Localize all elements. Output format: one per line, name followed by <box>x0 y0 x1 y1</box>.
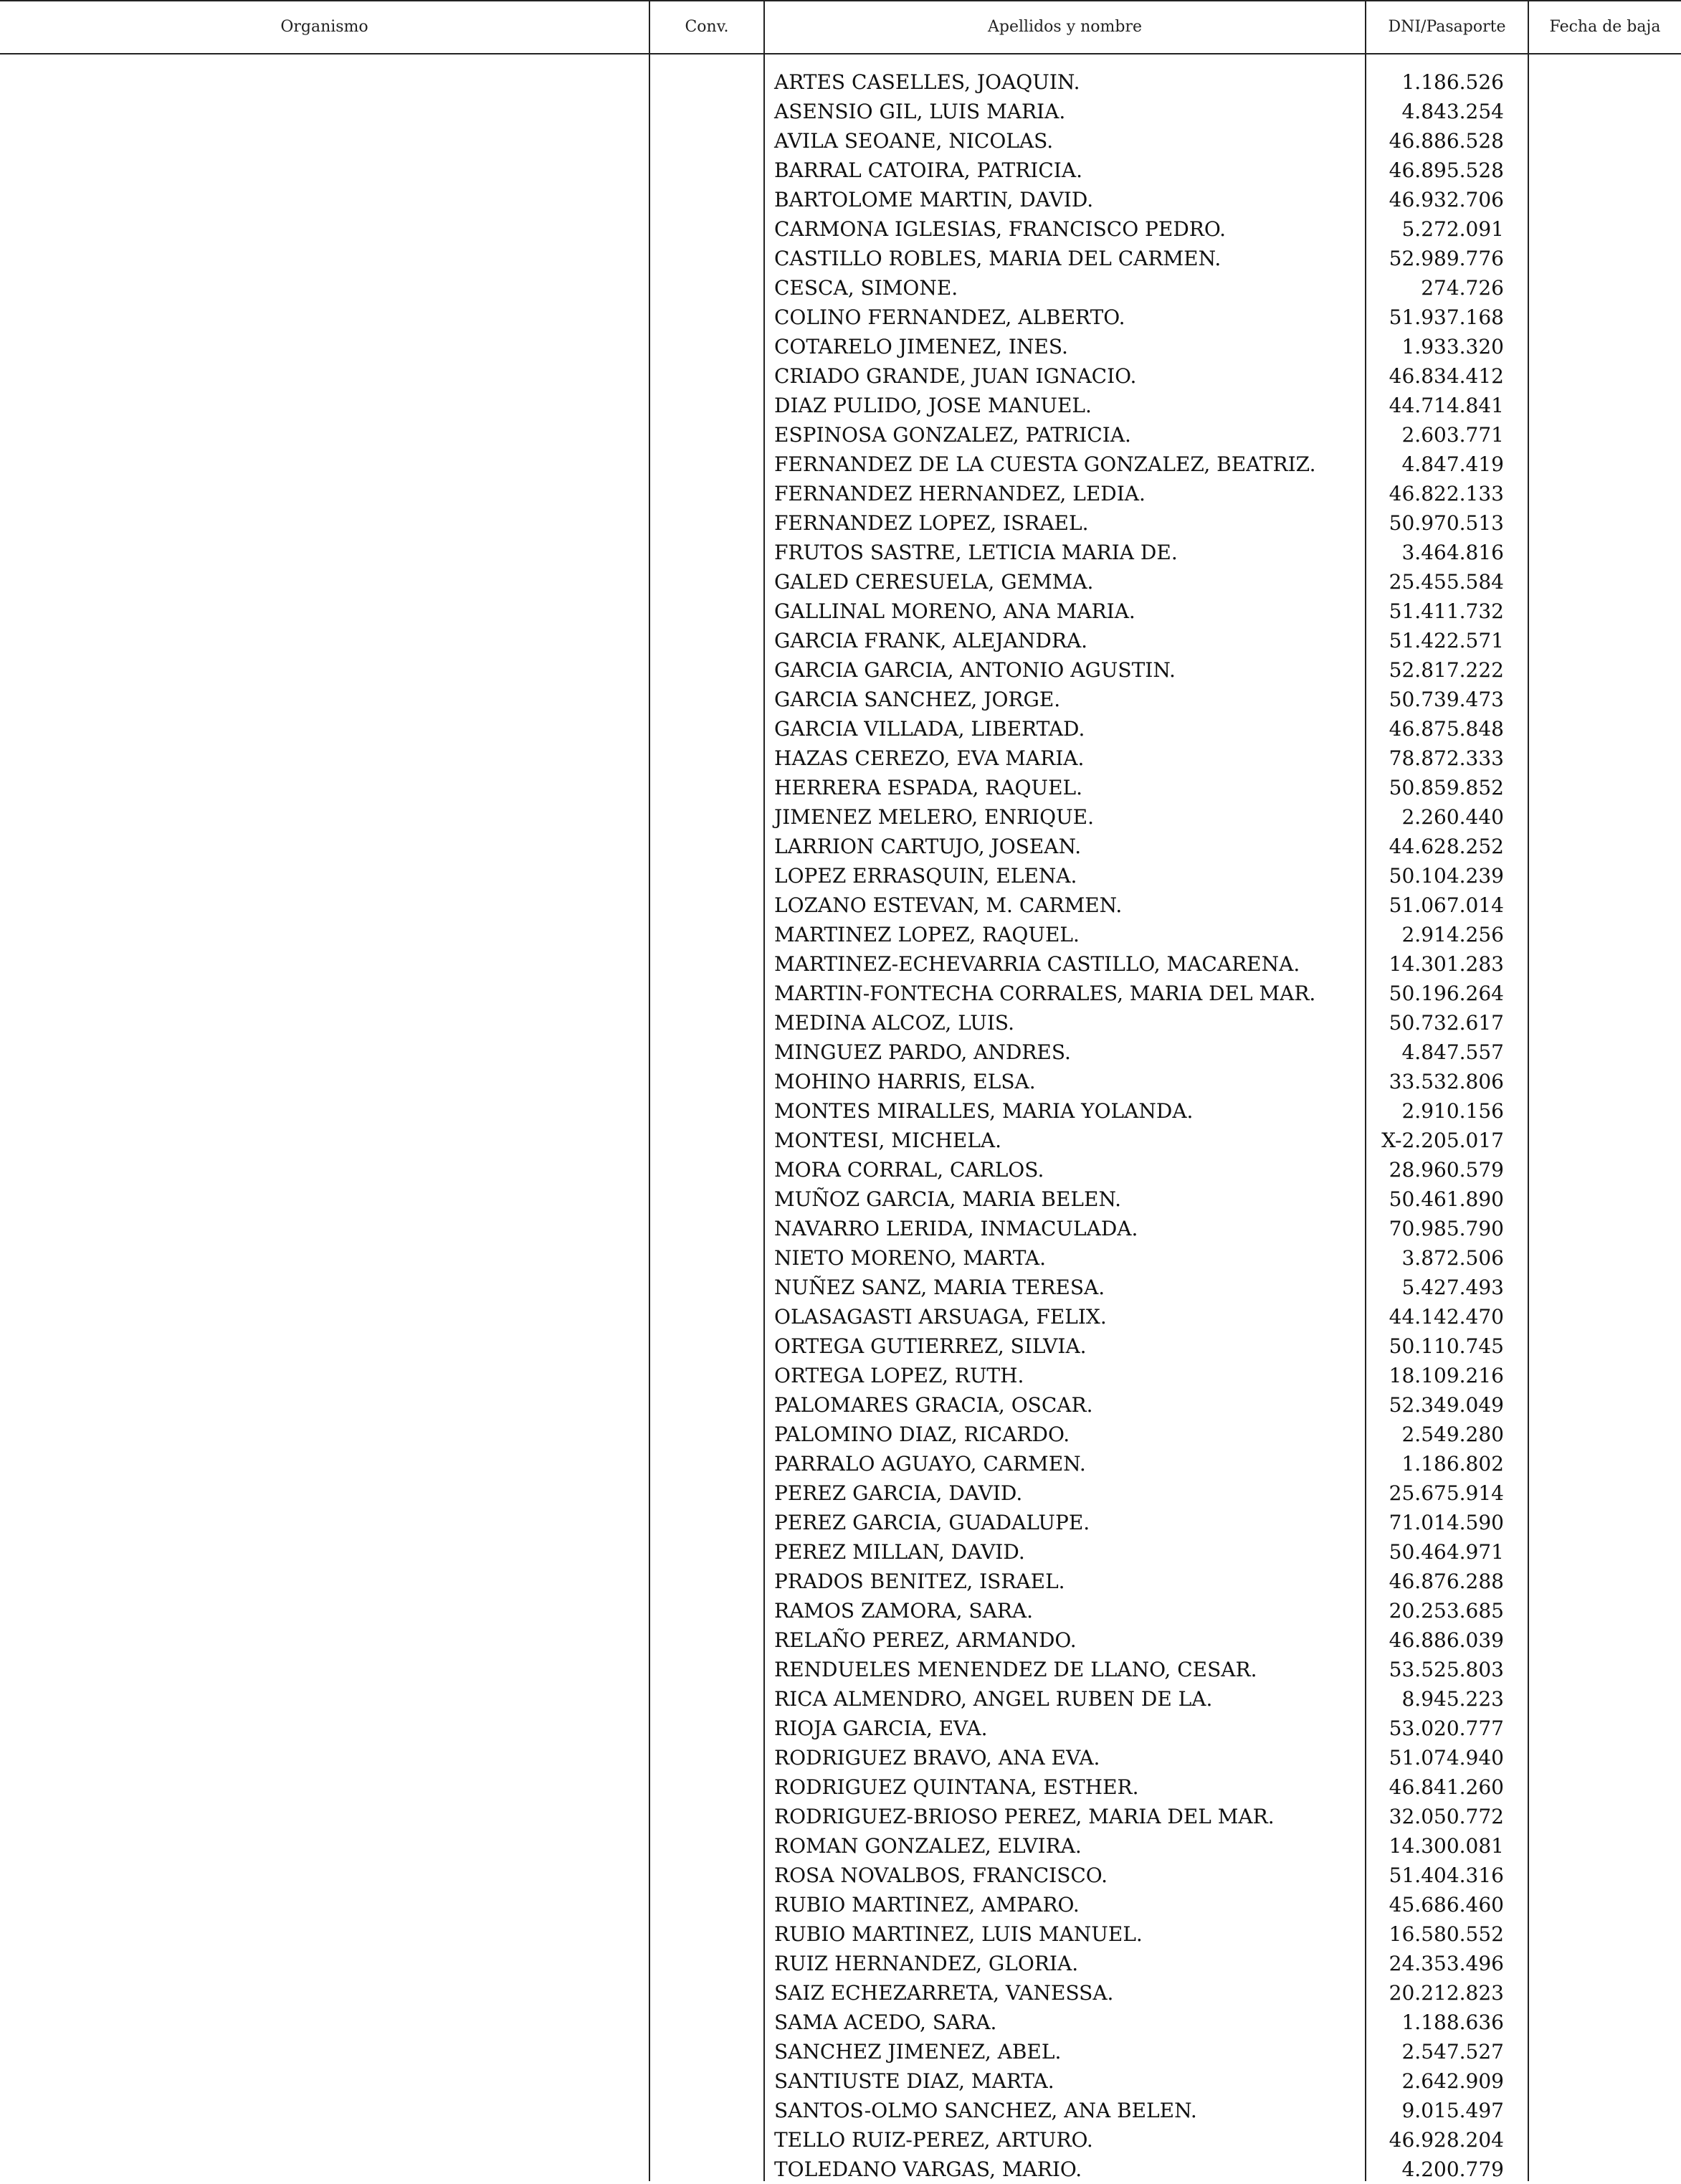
person-name: PEREZ GARCIA, DAVID. <box>774 1481 1023 1505</box>
person-name: ASENSIO GIL, LUIS MARIA. <box>774 100 1066 123</box>
table-row <box>0 655 1681 685</box>
person-dni: 51.404.316 <box>1389 1863 1504 1887</box>
table-row <box>0 1625 1681 1655</box>
person-dni: 51.074.940 <box>1389 1746 1504 1770</box>
table-row <box>0 1096 1681 1126</box>
person-dni: 50.739.473 <box>1389 688 1504 711</box>
table-row <box>0 156 1681 185</box>
person-dni: 52.349.049 <box>1389 1393 1504 1417</box>
table-row <box>0 1067 1681 1096</box>
person-name: BARRAL CATOIRA, PATRICIA. <box>774 158 1082 182</box>
table-row <box>0 685 1681 714</box>
person-dni: 46.932.706 <box>1389 188 1504 212</box>
table-row <box>0 1331 1681 1361</box>
person-dni: 46.841.260 <box>1389 1775 1504 1799</box>
table-row <box>0 67 1681 97</box>
person-name: FERNANDEZ LOPEZ, ISRAEL. <box>774 511 1089 535</box>
person-name: LOPEZ ERRASQUIN, ELENA. <box>774 864 1077 888</box>
person-dni: 51.411.732 <box>1389 599 1504 623</box>
person-name: RODRIGUEZ-BRIOSO PEREZ, MARIA DEL MAR. <box>774 1805 1275 1828</box>
table-row <box>0 1214 1681 1243</box>
person-dni: 46.895.528 <box>1389 158 1504 182</box>
header-apellidos-nombre: Apellidos y nombre <box>987 17 1143 36</box>
person-dni: 2.603.771 <box>1401 423 1504 447</box>
person-dni: 28.960.579 <box>1389 1158 1504 1182</box>
table-row <box>0 273 1681 303</box>
person-dni: 46.834.412 <box>1389 364 1504 388</box>
person-dni: 44.142.470 <box>1389 1305 1504 1329</box>
person-dni: X-2.205.017 <box>1381 1129 1504 1152</box>
table-row <box>0 332 1681 361</box>
person-dni: 24.353.496 <box>1389 1952 1504 1975</box>
person-dni: 1.188.636 <box>1401 2010 1504 2034</box>
person-dni: 32.050.772 <box>1389 1805 1504 1828</box>
person-dni: 50.196.264 <box>1389 982 1504 1005</box>
person-dni: 51.937.168 <box>1389 305 1504 329</box>
person-dni: 45.686.460 <box>1389 1893 1504 1917</box>
person-name: MARTINEZ LOPEZ, RAQUEL. <box>774 923 1080 946</box>
person-name: HERRERA ESPADA, RAQUEL. <box>774 776 1083 799</box>
person-name: SAMA ACEDO, SARA. <box>774 2010 997 2034</box>
person-dni: 51.422.571 <box>1389 629 1504 652</box>
person-name: TELLO RUIZ-PEREZ, ARTURO. <box>774 2128 1093 2152</box>
person-dni: 50.732.617 <box>1389 1011 1504 1035</box>
person-name: RUBIO MARTINEZ, LUIS MANUEL. <box>774 1922 1143 1946</box>
person-name: CESCA, SIMONE. <box>774 276 958 300</box>
person-name: MARTINEZ-ECHEVARRIA CASTILLO, MACARENA. <box>774 952 1300 976</box>
table-row <box>0 832 1681 861</box>
table-row <box>0 2096 1681 2125</box>
person-name: NAVARRO LERIDA, INMACULADA. <box>774 1217 1138 1240</box>
person-dni: 25.455.584 <box>1389 570 1504 594</box>
table-row <box>0 2008 1681 2037</box>
table-row <box>0 597 1681 626</box>
table-row <box>0 361 1681 391</box>
person-name: COTARELO JIMENEZ, INES. <box>774 335 1068 359</box>
table-row <box>0 1919 1681 1949</box>
table-row <box>0 1420 1681 1449</box>
person-dni: 71.014.590 <box>1389 1511 1504 1534</box>
person-dni: 50.859.852 <box>1389 776 1504 799</box>
person-name: MUÑOZ GARCIA, MARIA BELEN. <box>774 1187 1122 1211</box>
person-name: LOZANO ESTEVAN, M. CARMEN. <box>774 893 1123 917</box>
person-name: PRADOS BENITEZ, ISRAEL. <box>774 1570 1065 1593</box>
person-name: HAZAS CEREZO, EVA MARIA. <box>774 746 1085 770</box>
table-row <box>0 1714 1681 1743</box>
person-dni: 2.914.256 <box>1401 923 1504 946</box>
table-row <box>0 185 1681 214</box>
person-name: TOLEDANO VARGAS, MARIO. <box>774 2157 1082 2181</box>
person-dni: 20.253.685 <box>1389 1599 1504 1623</box>
person-name: FERNANDEZ DE LA CUESTA GONZALEZ, BEATRIZ. <box>774 452 1316 476</box>
person-dni: 50.104.239 <box>1389 864 1504 888</box>
table-row <box>0 479 1681 508</box>
table-row <box>0 1567 1681 1596</box>
person-name: FRUTOS SASTRE, LETICIA MARIA DE. <box>774 541 1178 564</box>
person-dni: 25.675.914 <box>1389 1481 1504 1505</box>
table-row <box>0 802 1681 832</box>
person-name: JIMENEZ MELERO, ENRIQUE. <box>774 805 1095 829</box>
table-row <box>0 1802 1681 1831</box>
table-row <box>0 1184 1681 1214</box>
table-row <box>0 1302 1681 1331</box>
table-row <box>0 1273 1681 1302</box>
person-dni: 1.186.802 <box>1401 1452 1504 1476</box>
person-dni: 4.847.419 <box>1401 452 1504 476</box>
table-row <box>0 1478 1681 1508</box>
person-name: MEDINA ALCOZ, LUIS. <box>774 1011 1015 1035</box>
person-name: GALED CERESUELA, GEMMA. <box>774 570 1094 594</box>
table-row <box>0 1978 1681 2008</box>
person-dni: 274.726 <box>1421 276 1504 300</box>
person-dni: 53.525.803 <box>1389 1658 1504 1681</box>
table-row <box>0 1390 1681 1420</box>
person-name: OLASAGASTI ARSUAGA, FELIX. <box>774 1305 1107 1329</box>
person-name: FERNANDEZ HERNANDEZ, LEDIA. <box>774 482 1146 505</box>
person-dni: 20.212.823 <box>1389 1981 1504 2005</box>
table-row <box>0 508 1681 538</box>
header-conv: Conv. <box>685 17 729 36</box>
table-row <box>0 1949 1681 1978</box>
person-dni: 46.876.288 <box>1389 1570 1504 1593</box>
table-row <box>0 1038 1681 1067</box>
table-row <box>0 920 1681 949</box>
person-name: ROSA NOVALBOS, FRANCISCO. <box>774 1863 1108 1887</box>
person-dni: 2.642.909 <box>1401 2069 1504 2093</box>
person-dni: 3.872.506 <box>1401 1246 1504 1270</box>
table-row <box>0 450 1681 479</box>
table-row <box>0 949 1681 979</box>
person-name: RAMOS ZAMORA, SARA. <box>774 1599 1034 1623</box>
person-dni: 50.110.745 <box>1389 1334 1504 1358</box>
person-name: ORTEGA LOPEZ, RUTH. <box>774 1364 1024 1387</box>
person-name: SAIZ ECHEZARRETA, VANESSA. <box>774 1981 1114 2005</box>
table-row <box>0 303 1681 332</box>
person-name: RUIZ HERNANDEZ, GLORIA. <box>774 1952 1079 1975</box>
table-row <box>0 1684 1681 1714</box>
person-name: ORTEGA GUTIERREZ, SILVIA. <box>774 1334 1087 1358</box>
table-row <box>0 538 1681 567</box>
person-name: SANTOS-OLMO SANCHEZ, ANA BELEN. <box>774 2099 1197 2122</box>
table-row <box>0 1126 1681 1155</box>
person-name: MORA CORRAL, CARLOS. <box>774 1158 1044 1182</box>
table-row <box>0 1890 1681 1919</box>
person-dni: 8.945.223 <box>1401 1687 1504 1711</box>
person-name: RICA ALMENDRO, ANGEL RUBEN DE LA. <box>774 1687 1213 1711</box>
table-row <box>0 1831 1681 1861</box>
person-dni: 5.427.493 <box>1401 1276 1504 1299</box>
person-dni: 2.910.156 <box>1401 1099 1504 1123</box>
person-name: RENDUELES MENENDEZ DE LLANO, CESAR. <box>774 1658 1257 1681</box>
person-name: CARMONA IGLESIAS, FRANCISCO PEDRO. <box>774 217 1227 241</box>
person-dni: 18.109.216 <box>1389 1364 1504 1387</box>
person-dni: 44.628.252 <box>1389 835 1504 858</box>
person-dni: 2.549.280 <box>1401 1423 1504 1446</box>
table-row <box>0 420 1681 450</box>
header-organismo: Organismo <box>280 17 368 36</box>
table-row <box>0 773 1681 802</box>
person-dni: 2.547.527 <box>1401 2040 1504 2064</box>
person-dni: 50.464.971 <box>1389 1540 1504 1564</box>
header-dni-pasaporte: DNI/Pasaporte <box>1388 17 1506 36</box>
table-row <box>0 1508 1681 1537</box>
table-row <box>0 714 1681 744</box>
person-name: DIAZ PULIDO, JOSE MANUEL. <box>774 394 1092 417</box>
table-row <box>0 1655 1681 1684</box>
person-name: RELAÑO PEREZ, ARMANDO. <box>774 1628 1077 1652</box>
person-dni: 2.260.440 <box>1401 805 1504 829</box>
person-dni: 52.989.776 <box>1389 247 1504 270</box>
person-name: MINGUEZ PARDO, ANDRES. <box>774 1040 1071 1064</box>
person-name: GARCIA SANCHEZ, JORGE. <box>774 688 1061 711</box>
person-name: ESPINOSA GONZALEZ, PATRICIA. <box>774 423 1131 447</box>
person-dni: 44.714.841 <box>1389 394 1504 417</box>
person-dni: 4.200.779 <box>1401 2157 1504 2181</box>
person-name: PALOMARES GRACIA, OSCAR. <box>774 1393 1093 1417</box>
person-name: MOHINO HARRIS, ELSA. <box>774 1070 1036 1093</box>
person-dni: 70.985.790 <box>1389 1217 1504 1240</box>
person-name: GARCIA GARCIA, ANTONIO AGUSTIN. <box>774 658 1176 682</box>
person-dni: 51.067.014 <box>1389 893 1504 917</box>
table-row <box>0 1361 1681 1390</box>
table-row <box>0 97 1681 126</box>
table-row <box>0 1537 1681 1567</box>
person-dni: 1.186.526 <box>1401 70 1504 94</box>
person-dni: 52.817.222 <box>1389 658 1504 682</box>
person-name: RODRIGUEZ QUINTANA, ESTHER. <box>774 1775 1139 1799</box>
person-dni: 9.015.497 <box>1401 2099 1504 2122</box>
table-row <box>0 126 1681 156</box>
person-name: PEREZ MILLAN, DAVID. <box>774 1540 1025 1564</box>
table-row <box>0 2037 1681 2066</box>
person-dni: 46.822.133 <box>1389 482 1504 505</box>
header-bottom-border <box>0 53 1681 54</box>
person-name: MARTIN-FONTECHA CORRALES, MARIA DEL MAR. <box>774 982 1316 1005</box>
person-name: GALLINAL MORENO, ANA MARIA. <box>774 599 1135 623</box>
table-row <box>0 891 1681 920</box>
person-dni: 4.843.254 <box>1401 100 1504 123</box>
person-name: AVILA SEOANE, NICOLAS. <box>774 129 1054 153</box>
person-name: PARRALO AGUAYO, CARMEN. <box>774 1452 1086 1476</box>
table-row <box>0 567 1681 597</box>
person-dni: 46.886.039 <box>1389 1628 1504 1652</box>
person-dni: 78.872.333 <box>1389 746 1504 770</box>
person-dni: 46.875.848 <box>1389 717 1504 741</box>
person-name: GARCIA FRANK, ALEJANDRA. <box>774 629 1088 652</box>
table-row <box>0 1008 1681 1038</box>
person-name: CASTILLO ROBLES, MARIA DEL CARMEN. <box>774 247 1222 270</box>
table-row <box>0 1155 1681 1184</box>
person-dni: 4.847.557 <box>1401 1040 1504 1064</box>
person-name: NUÑEZ SANZ, MARIA TERESA. <box>774 1276 1105 1299</box>
table-row <box>0 1861 1681 1890</box>
person-name: SANCHEZ JIMENEZ, ABEL. <box>774 2040 1062 2064</box>
table-row <box>0 1449 1681 1478</box>
person-name: CRIADO GRANDE, JUAN IGNACIO. <box>774 364 1137 388</box>
person-name: GARCIA VILLADA, LIBERTAD. <box>774 717 1085 741</box>
table-row <box>0 244 1681 273</box>
table-row <box>0 1596 1681 1625</box>
person-dni: 3.464.816 <box>1401 541 1504 564</box>
person-dni: 46.886.528 <box>1389 129 1504 153</box>
person-dni: 14.300.081 <box>1389 1834 1504 1858</box>
person-dni: 33.532.806 <box>1389 1070 1504 1093</box>
person-dni: 50.461.890 <box>1389 1187 1504 1211</box>
person-name: RUBIO MARTINEZ, AMPARO. <box>774 1893 1080 1917</box>
person-name: ARTES CASELLES, JOAQUIN. <box>774 70 1080 94</box>
table-row <box>0 626 1681 655</box>
table-row <box>0 1772 1681 1802</box>
person-name: ROMAN GONZALEZ, ELVIRA. <box>774 1834 1082 1858</box>
person-name: PEREZ GARCIA, GUADALUPE. <box>774 1511 1090 1534</box>
person-dni: 50.970.513 <box>1389 511 1504 535</box>
person-dni: 16.580.552 <box>1389 1922 1504 1946</box>
person-name: NIETO MORENO, MARTA. <box>774 1246 1047 1270</box>
person-name: RODRIGUEZ BRAVO, ANA EVA. <box>774 1746 1100 1770</box>
person-name: RIOJA GARCIA, EVA. <box>774 1717 988 1740</box>
table-row <box>0 1743 1681 1772</box>
table-row <box>0 861 1681 891</box>
person-name: MONTES MIRALLES, MARIA YOLANDA. <box>774 1099 1194 1123</box>
table-row <box>0 214 1681 244</box>
table-row <box>0 2066 1681 2096</box>
table-row <box>0 2155 1681 2184</box>
table-row <box>0 744 1681 773</box>
table-row <box>0 1243 1681 1273</box>
person-dni: 14.301.283 <box>1389 952 1504 976</box>
person-name: SANTIUSTE DIAZ, MARTA. <box>774 2069 1054 2093</box>
table-row <box>0 391 1681 420</box>
person-dni: 53.020.777 <box>1389 1717 1504 1740</box>
person-name: BARTOLOME MARTIN, DAVID. <box>774 188 1094 212</box>
person-name: PALOMINO DIAZ, RICARDO. <box>774 1423 1070 1446</box>
person-dni: 1.933.320 <box>1401 335 1504 359</box>
table-row <box>0 979 1681 1008</box>
person-dni: 5.272.091 <box>1401 217 1504 241</box>
person-name: LARRION CARTUJO, JOSEAN. <box>774 835 1082 858</box>
table-row <box>0 2125 1681 2155</box>
person-name: MONTESI, MICHELA. <box>774 1129 1002 1152</box>
header-fecha-baja: Fecha de baja <box>1549 17 1661 36</box>
person-dni: 46.928.204 <box>1389 2128 1504 2152</box>
person-name: COLINO FERNANDEZ, ALBERTO. <box>774 305 1125 329</box>
